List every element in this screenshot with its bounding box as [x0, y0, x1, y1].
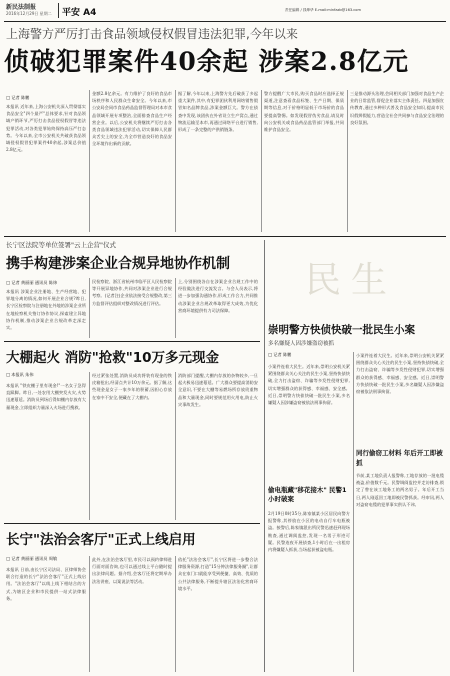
article4-col-3: 依托"法治会客厅",长宁区将进一步整合法律服务资源,打造"15分钟法律服务圈",让群众在家门口就能享受到便捷、高效、优质的公共法律服务,不断提升辖区法治化营商环境水平。	[178, 557, 258, 591]
sidebar-intro: 小案件连着大民生。近年来,崇明公安机关紧紧围绕群众关心关注的民生小案,坚持快侦快破,全力打击盗窃、诈骗等多发性侵财犯罪,切实增强群众的获得感、幸福感、安全感。近日,崇明警方快侦快破一批民生小案,多名嫌疑人因涉嫌盗窃被依法刑事拘留。	[268, 364, 350, 406]
col-divider	[89, 556, 90, 672]
article4-headline: 长宁"法治会客厅"正式上线启用	[6, 532, 196, 548]
date-line: 2016年12月29日 星期二	[6, 11, 52, 16]
col-divider	[175, 278, 176, 338]
section-rule	[4, 236, 446, 237]
lead-col-1: 本报讯 近年来,上海公安机关深入贯彻落实食品安全"四个最严"总体要求,针对食品领域产销环节,严厉打击食品侵权假冒等违法犯罪活动,对各类犯罪始终保持高压严打态势。今年以来,全市公安机关共破获食品领域侵权假冒犯罪案件40余起,涉案总价值2.8亿元。	[6, 104, 86, 153]
lead-col-4: 警方提醒广大市民,购买食品时应选择正规渠道,注意查看食品标签、生产日期、保质期等信息,对于价格明显低于市场价的食品要提高警惕。如发现假冒伪劣食品,请及时向公安机关或食品药品监管部门举报,共同维护食品安全。	[264, 91, 344, 133]
section-rule	[4, 341, 260, 342]
article2-col-3: 上,分别围绕各自在涉案企业合规工作中的经验做法进行交流发言。与会人员表示,将进一步加强沟通协作,形成工作合力,共同推动涉案企业合规改革取得更大成效,为优化营商环境提供有力司法保障。	[178, 279, 258, 313]
sidebar-sub2: 同行偷窃工材料 年后开工即被抓	[356, 449, 443, 467]
article4-col-1: 本报讯 日前,由长宁区司法局、区律师协会联合打造的长宁"法治会客厅"正式上线启用。"法治会客厅"以线上线下相结合的方式,为辖区企业和市民提供一站式法律服务。	[6, 567, 86, 601]
article4-col-2: 此外,在法治会客厅里,市民可以预约律师进行面对面咨询,也可以通过线上平台随时提出法律问题。据介绍,会客厅还将定期举办法治讲座、以案说法等活动。	[92, 557, 172, 584]
article2-col-2: 民检察院、浙江省杭州市临平区人民检察院等开展异地协作,共同对涉案企业进行合规考察。(记者注)企业依法接受合规整改,第三方监督评估组织对整改情况进行评估。	[92, 279, 172, 306]
sidebar-sub1-text: 2月19日0时35分,陈家镇某小区居民向警方报警称,其停放在小区的电动自行车电瓶被盗。接警后,陈家镇派出所民警迅速赶到现场勘查,通过调阅监控,发现一名男子形迹可疑。民警连夜开展侦查,1小时后在一出租房内将嫌疑人抓获,当场起获被盗电瓶。	[268, 511, 350, 553]
col-divider	[175, 90, 176, 232]
col-divider	[89, 278, 90, 338]
lead-col-5: 三是推动源头治理,会同相关部门加强对食品生产企业的日常监管,督促企业落实主体责任。四是加强宣传教育,通过多种形式普及食品安全知识,提高市民识假辨假能力,营造全社会共同参与食品安全治理的良好氛围。	[350, 91, 444, 125]
sidebar-sub2-text: 节前,某工地负责人报警称,工地存放的一批电缆被盗,价值数千元。民警调阅监控并走访排查,锁定了曾在该工地务工的两名男子。年后开工当日,两人刚返回工地即被民警抓获。经审讯,两人对盗窃电缆的犯罪事实供认不讳。	[356, 473, 444, 507]
sidebar-divider	[264, 240, 265, 672]
article2-byline: □ 记者 黄丽丽 通讯员 陈炜	[6, 280, 58, 285]
sidebar-sub1: 偷电瓶藏"移花接木" 民警1小时破案	[268, 486, 347, 503]
section-divider	[58, 3, 59, 18]
article2-headline: 携手构建涉案企业合规异地协作机制	[6, 256, 230, 272]
article2-col-1: 本报讯 涉案企业注册地、生产经营地、犯罪地分离的情况,如何开展企业合规?昨日,长宁区检察院与注册地在外地的涉案企业所在地检察机关签订协作协议,探索建立异地协作机制,推动涉案企业合规改革走深走实。	[6, 289, 86, 331]
article3-col-1: 本报讯 "铁皮棚子里有现金!"一名女子急得直跺脚。昨日,一处农用大棚突发火灾,火势迅速蔓延。消防员到场后得知棚内存放有大量现金,立即组织力量深入火场进行搜救。	[6, 383, 86, 410]
article3-byline: □ 本报讯 朱伟	[6, 372, 34, 377]
col-divider	[261, 90, 262, 232]
lead-byline: □ 记者 陈鹏	[6, 95, 30, 100]
sidebar-col-2: 小案件连着大民生。近年来,崇明公安机关紧紧围绕群众关心关注的民生小案,坚持快侦快破,全力打击盗窃、诈骗等多发性侵财犯罪,切实增强群众的获得感、幸福感、安全感。近日,崇明警方快侦快破一批民生小案,多名嫌疑人因涉嫌盗窃被依法刑事拘留。	[356, 353, 444, 395]
lead-col-2: 金额2.8亿余元。有力维护了良好的食品市场秩序和人民群众生命安全。今年以来,市公安局会同市食品药品监督管理局对本市食品领域开展专项整治,全面排查食品生产经营企业。以后,公安机关将继续严厉打击各类食品领域违法犯罪活动,切实保障人民群众舌尖上的安全,为全市营造良好的食品安全环境作出新的贡献。	[92, 91, 172, 147]
masthead-rule	[4, 21, 446, 22]
section-rule	[4, 523, 260, 524]
col-divider	[175, 372, 176, 520]
lead-col-3: 据了解,今年以来,上海警方先后破获了多起重大案件,其中,有犯罪团伙利用网络销售假冒知名品牌食品,涉案金额巨大。警方在侦查中发现,该团伙在外省设立生产窝点,通过物流运输至本市,再通过网络平台进行销售,形成了一条完整的产供销链条。	[178, 91, 258, 133]
sidebar-byline: □ 记者 陈鹏	[268, 352, 292, 357]
paper-name: 新民法制报	[6, 4, 37, 11]
article4-byline: □ 记者 黄丽丽 通讯员 周敏	[6, 556, 58, 561]
article3-col-2: 经过紧张处置,消防员成功将装有现金的铁皮箱抢出,经清点共计10万余元。据了解,这些现金是女子一家多年的积蓄,因担心存放在家中不安全,便藏在了大棚内。	[92, 373, 172, 400]
article3-headline: 大棚起火 消防"抢救"10万多元现金	[6, 350, 220, 366]
section-label: 平安 A4	[62, 8, 97, 18]
lead-kicker: 上海警方严厉打击食品领域侵权假冒违法犯罪,今年以来	[6, 27, 298, 41]
sidebar-headline: 崇明警方快侦快破一批民生小案	[268, 324, 415, 336]
masthead	[0, 0, 450, 22]
sidebar-subtitle: 多名嫌疑人因涉嫌盗窃被抓	[268, 341, 335, 347]
article3-col-3: 消防部门提醒,大棚内存放的杂物较多,一旦起火极易迅速蔓延。广大群众要提高消防安全意识,不要在大棚等易燃场所存放贵重物品和大量现金,同时要规范用火用电,防止火灾事故发生。	[178, 373, 258, 407]
editor-line: 责任编辑 / 钱坤华 E-mail:minfazb@163.com	[285, 8, 361, 12]
article2-kicker: 长宁区法院等单位签署"云上企营"仪式	[6, 241, 116, 249]
col-divider	[89, 372, 90, 520]
col-divider	[89, 90, 90, 232]
col-divider	[347, 90, 348, 232]
col-divider	[353, 352, 354, 672]
lead-headline: 侦破犯罪案件40余起 涉案2.8亿元	[4, 47, 409, 76]
sidebar-decor: 民生	[305, 260, 398, 301]
col-divider	[175, 556, 176, 672]
